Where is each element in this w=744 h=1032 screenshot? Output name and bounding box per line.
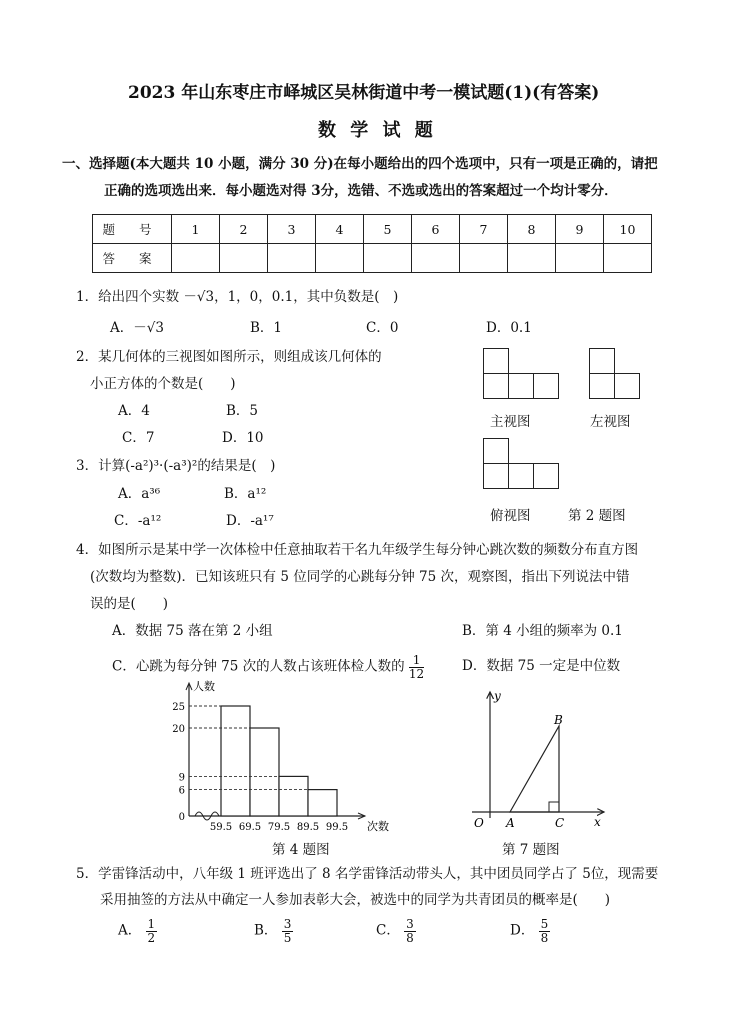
exam-title: 2023 年山东枣庄市峄城区吴林街道中考一模试题(1)(有答案) xyxy=(128,83,600,103)
x-tick-label: 69.5 xyxy=(238,822,262,833)
y-tick-label: 25 xyxy=(172,702,185,713)
front-view-square xyxy=(483,348,509,374)
histogram-bar xyxy=(279,776,308,816)
front-view-label: 主视图 xyxy=(490,414,531,430)
x-axis-label: x xyxy=(594,815,601,829)
option-fraction xyxy=(282,918,294,944)
fraction-numerator: 5 xyxy=(540,917,549,931)
point-b-label: B xyxy=(554,713,563,727)
front-view-square xyxy=(533,373,559,399)
answer-cell[interactable] xyxy=(460,244,508,273)
q4-stem-line1: 4．如图所示是某中学一次体检中任意抽取若干名九年级学生每分钟心跳次数的频数分布直方图 xyxy=(76,542,639,558)
q1-option-d: D．0.1 xyxy=(486,320,532,336)
answer-cell[interactable] xyxy=(172,244,220,273)
answer-cell[interactable] xyxy=(412,244,460,273)
q3-option-d: D．-a¹⁷ xyxy=(226,513,274,529)
point-a-label: A xyxy=(506,816,515,830)
answer-cell[interactable] xyxy=(316,244,364,273)
fraction-denominator: 8 xyxy=(406,930,414,945)
q5-option-d xyxy=(510,918,550,944)
q2-option-b: B．5 xyxy=(226,403,259,419)
figure-2-caption: 第 2 题图 xyxy=(568,508,626,524)
answer-cell[interactable] xyxy=(508,244,556,273)
y-axis-label: y xyxy=(494,689,501,703)
y-tick-label: 9 xyxy=(178,772,185,784)
section-instruction-line1: 一、选择题(本大题共 10 小题，满分 30 分)在每小题给出的四个选项中，只有一项是正确的，请把 xyxy=(62,156,658,172)
x-tick-label: 79.5 xyxy=(267,822,291,833)
fraction-numerator: 1 xyxy=(409,654,424,668)
y-tick-label: 20 xyxy=(172,724,185,735)
table-cell: 1 xyxy=(172,215,220,244)
table-cell: 7 xyxy=(460,215,508,244)
top-view-label: 俯视图 xyxy=(490,508,531,524)
top-view-square xyxy=(508,463,534,489)
table-cell: 8 xyxy=(508,215,556,244)
left-view-label: 左视图 xyxy=(590,414,631,430)
row-header-number: 题 号 xyxy=(93,215,172,244)
table-cell: 9 xyxy=(556,215,604,244)
q4-option-d: D．数据 75 一定是中位数 xyxy=(462,658,621,674)
fraction-denominator: 2 xyxy=(147,930,156,945)
q3-option-b: B．a¹² xyxy=(224,486,267,502)
q2-option-c: C．7 xyxy=(122,430,155,446)
x-tick-label: 59.5 xyxy=(209,822,233,833)
front-view-square xyxy=(508,373,534,399)
answer-cell[interactable] xyxy=(604,244,652,273)
page-subtitle: 数 学 试 题 xyxy=(318,120,437,141)
top-view-square xyxy=(483,438,509,464)
answer-cell[interactable] xyxy=(556,244,604,273)
y-tick-label: 6 xyxy=(178,785,185,797)
table-cell: 5 xyxy=(364,215,412,244)
x-tick-label: 99.5 xyxy=(325,822,349,833)
histogram-bar xyxy=(308,790,337,816)
histogram-bar xyxy=(221,706,250,816)
top-view-square xyxy=(533,463,559,489)
table-row xyxy=(93,244,652,273)
y-axis-label: 人数 xyxy=(193,680,215,693)
q2-stem-line1: 2．某几何体的三视图如图所示，则组成该几何体的 xyxy=(76,349,382,365)
q1-stem: 1．给出四个实数 －√3，1，0，0.1，其中负数是( ) xyxy=(76,289,399,305)
q5-option-c xyxy=(376,918,416,944)
q4-stem-line2: (次数均为整数)．已知该班只有 5 位同学的心跳每分钟 75 次，观察图，指出下列说法中错 xyxy=(90,569,630,585)
q4-option-b: B．第 4 小组的频率为 0.1 xyxy=(462,623,623,639)
histogram-bar xyxy=(250,728,279,816)
table-cell: 3 xyxy=(268,215,316,244)
q1-option-b: B．1 xyxy=(250,320,283,336)
q4-stem-line3: 误的是( ) xyxy=(90,596,169,612)
top-view-square xyxy=(483,463,509,489)
answer-cell[interactable] xyxy=(364,244,412,273)
q7-coordinate-figure xyxy=(462,686,612,836)
fraction-numerator: 1 xyxy=(147,917,156,931)
table-cell: 4 xyxy=(316,215,364,244)
table-cell: 2 xyxy=(220,215,268,244)
point-c-label: C xyxy=(555,816,565,830)
answer-cell[interactable] xyxy=(220,244,268,273)
table-row xyxy=(93,215,652,244)
figure-7-caption: 第 7 题图 xyxy=(502,842,560,858)
table-cell: 10 xyxy=(604,215,652,244)
option-fraction xyxy=(539,918,551,944)
fraction-numerator: 3 xyxy=(283,917,292,931)
fraction-denominator: 8 xyxy=(540,930,549,945)
q5-option-b xyxy=(254,918,293,944)
q3-stem: 3．计算(-a²)³·(-a³)²的结果是( ) xyxy=(76,458,276,474)
right-angle-mark xyxy=(549,802,559,812)
fraction-numerator: 3 xyxy=(406,917,414,931)
q4-option-c-fraction xyxy=(409,654,424,680)
option-label: D． xyxy=(510,922,535,939)
q2-option-d: D．10 xyxy=(222,430,264,446)
left-view-square xyxy=(589,373,615,399)
q4-histogram xyxy=(165,678,400,838)
section-instruction-line2: 正确的选项选出来．每小题选对得 3分，选错、不选或选出的答案超过一个均计零分． xyxy=(104,183,618,199)
table-cell: 6 xyxy=(412,215,460,244)
figure-4-caption: 第 4 题图 xyxy=(272,842,330,858)
option-label: B． xyxy=(254,922,278,939)
left-view-square xyxy=(589,348,615,374)
y-tick-label: 0 xyxy=(178,812,185,823)
origin-label: O xyxy=(474,816,484,830)
fraction-denominator: 12 xyxy=(408,666,425,681)
q5-option-a xyxy=(118,918,157,944)
q2-option-a: A．4 xyxy=(118,403,150,419)
q4-option-c-text: C．心跳为每分钟 75 次的人数占该班体检人数的 xyxy=(112,658,405,675)
q1-option-a: A．－√3 xyxy=(110,320,164,336)
q3-option-c: C．-a¹² xyxy=(114,513,162,529)
x-tick-label: 89.5 xyxy=(296,822,320,833)
row-header-answer: 答 案 xyxy=(93,244,172,273)
option-label: A． xyxy=(118,922,142,939)
front-view-square xyxy=(483,373,509,399)
triangle-abc xyxy=(510,726,559,812)
answer-table xyxy=(92,214,652,273)
q4-option-a: A．数据 75 落在第 2 小组 xyxy=(112,623,273,639)
option-label: C． xyxy=(376,922,400,939)
q1-option-c: C．0 xyxy=(366,320,399,336)
q3-option-a: A．a³⁶ xyxy=(118,486,161,502)
option-fraction xyxy=(404,918,416,944)
histogram-group xyxy=(172,679,389,833)
q2-stem-line2: 小正方体的个数是( ) xyxy=(90,376,236,392)
option-fraction xyxy=(146,918,158,944)
left-view-square xyxy=(614,373,640,399)
q4-option-c xyxy=(112,654,424,680)
fraction-denominator: 5 xyxy=(283,930,292,945)
answer-cell[interactable] xyxy=(268,244,316,273)
x-axis-label: 次数 xyxy=(367,820,389,833)
q5-stem-line1: 5．学雷锋活动中，八年级 1 班评选出了 8 名学雷锋活动带头人，其中团员同学占了 5位，现需要 xyxy=(76,866,659,882)
q5-stem-line2: 采用抽签的方法从中确定一人参加表彰大会，被选中的同学为共青团员的概率是( ) xyxy=(100,892,611,908)
